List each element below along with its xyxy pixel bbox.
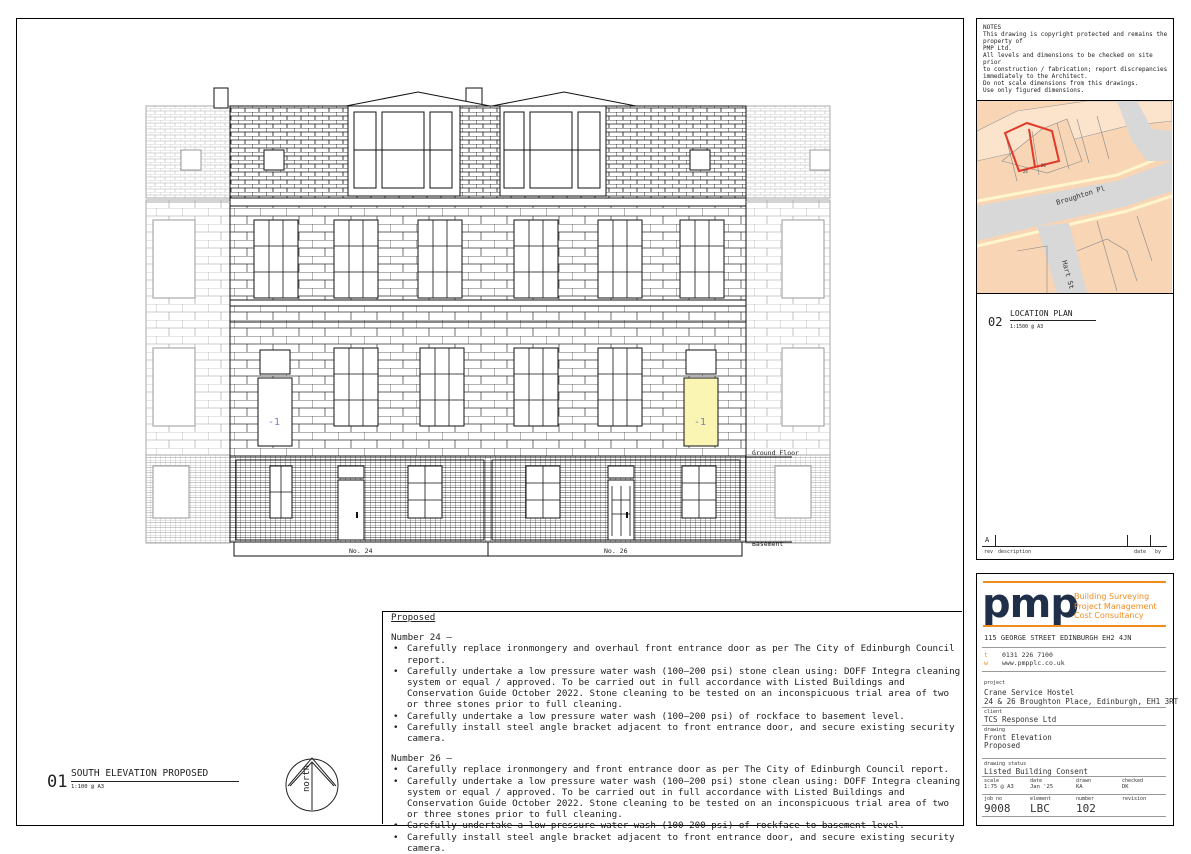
notes-line: All levels and dimensions to be checked on site prior: [983, 52, 1153, 66]
website-link[interactable]: www.pmpplc.co.uk: [1002, 659, 1065, 667]
service-item: Project Management: [1074, 601, 1157, 611]
tel-prefix: t: [984, 651, 988, 659]
street-label-broughton-pl: Broughton Pl: [1055, 184, 1106, 207]
door-mark-no24: -1: [268, 417, 281, 428]
section-number-24-list: [391, 643, 961, 744]
notes-line: property of: [983, 38, 1023, 45]
building-label-no24: No. 24: [349, 547, 373, 555]
drawing-line-2: Proposed: [984, 741, 1021, 750]
drawn-label: drawn: [1076, 778, 1092, 784]
project-line-2: 24 & 26 Broughton Place, Edinburgh, EH1 3RT: [984, 697, 1179, 706]
level-ground-floor: Ground Floor: [752, 449, 799, 457]
list-item: • Carefully undertake a low pressure water wash (100–200 psi) stone clean using: DOFF Integra cleaning system or equal / approved. To be carried out in full accordance with Listed Buildings and Conservation Guide October 2022. Stone cleaning to be tested on an inconspicuous trial area of two or three stones prior to full cleaning.: [407, 666, 961, 711]
plot-number-24: 24: [1023, 169, 1028, 174]
notes-heading: NOTES: [983, 24, 1002, 31]
scale-value: 1:75 @ A3: [984, 784, 1014, 790]
location-plan-title: LOCATION PLAN: [1010, 309, 1096, 321]
proposed-heading: Proposed: [391, 612, 436, 623]
title-accent-bottom: [983, 625, 1166, 627]
notes-block: [983, 24, 1169, 94]
revision-table: [982, 535, 1167, 547]
tb-divider: [982, 816, 1166, 817]
web-prefix: w: [984, 659, 988, 667]
map-divider: [976, 293, 1173, 294]
job-label: job no: [984, 796, 1003, 802]
scale-label: scale: [984, 778, 1000, 784]
job-number: 9008: [984, 802, 1011, 815]
tb-divider: [982, 707, 1166, 708]
company-address: 115 GEORGE STREET EDINBURGH EH2 4JN: [984, 634, 1132, 642]
section-number-26-title: Number 26 –: [391, 753, 452, 765]
client-label: client: [984, 709, 1003, 715]
view-title: SOUTH ELEVATION PROPOSED: [71, 768, 239, 782]
drawn-value: KA: [1076, 784, 1083, 790]
plot-number-26: 26: [1041, 163, 1046, 168]
revision-marker: A: [985, 536, 990, 544]
tb-divider: [982, 776, 1166, 777]
pmp-logo: pmp: [982, 581, 1078, 627]
section-number-24-title: Number 24 –: [391, 632, 452, 644]
status-label: drawing status: [984, 761, 1027, 767]
replacement-door-no26: [684, 378, 718, 446]
rev-col-divider: [1150, 535, 1151, 546]
list-item: • Carefully replace ironmongery and overhaul front entrance door as per The City of Edinburgh Council report.: [407, 643, 961, 665]
rev-header-date: date: [1134, 549, 1147, 555]
tb-divider: [982, 725, 1166, 726]
rev-header-rev: rev: [984, 549, 994, 555]
telephone: 0131 226 7100: [1002, 651, 1053, 659]
list-item: • Carefully install steel angle bracket adjacent to front entrance door, and secure existing security camera.: [407, 722, 961, 744]
proposed-notes: [391, 612, 961, 854]
client-name: TCS Response Ltd: [984, 715, 1057, 724]
door-mark-no26: -1: [694, 417, 707, 428]
list-item: • Carefully replace ironmongery and front entrance door as per The City of Edinburgh Council report.: [407, 764, 961, 775]
list-item: • Carefully undertake a low pressure water wash (100–200 psi) of rockface to basement level.: [407, 820, 961, 831]
street-label-hart-st: Hart St: [1060, 259, 1076, 291]
location-plan-number: 02: [988, 315, 1003, 329]
level-basement: Basement: [752, 540, 784, 548]
rev-col-divider: [995, 535, 996, 546]
project-label: project: [984, 680, 1006, 686]
notes-line: This drawing is copyright protected and remains the: [983, 31, 1168, 38]
list-item: • Carefully install steel angle bracket adjacent to front entrance door, and secure existing security camera.: [407, 832, 961, 854]
rev-header-by: by: [1155, 549, 1162, 555]
service-item: Building Surveying: [1074, 592, 1150, 601]
notes-line: Do not scale dimensions from this drawings.: [983, 80, 1139, 87]
service-item: Cost Consultancy: [1074, 611, 1144, 620]
view-number: 01: [47, 772, 68, 792]
rev-header-description: description: [998, 549, 1032, 555]
drawing-status: Listed Building Consent: [984, 767, 1088, 776]
checked-value: DK: [1122, 784, 1129, 790]
north-label: north: [302, 764, 312, 792]
section-number-26-list: [391, 764, 961, 854]
north-arrow-icon: [285, 752, 341, 820]
location-plan-scale: 1:1500 @ A3: [1010, 324, 1044, 330]
view-scale: 1:100 @ A3: [71, 784, 105, 790]
tb-divider: [982, 794, 1166, 795]
notes-line: PMP Ltd.: [983, 45, 1012, 52]
notes-line: to construction / fabrication; report discrepancies: [983, 66, 1168, 73]
date-value: Jan '25: [1030, 784, 1054, 790]
checked-label: checked: [1122, 778, 1144, 784]
rev-col-divider: [1127, 535, 1128, 546]
revision-label: revision: [1122, 796, 1147, 802]
location-plan-map: [977, 101, 1172, 293]
tb-divider: [982, 758, 1166, 759]
drawing-label: drawing: [984, 727, 1006, 733]
drawing-line-1: Front Elevation: [984, 733, 1052, 742]
date-label: date: [1030, 778, 1043, 784]
element-label: element: [1030, 796, 1052, 802]
building-label-no26: No. 26: [604, 547, 628, 555]
tb-divider: [982, 671, 1166, 672]
list-item: • Carefully undertake a low pressure water wash (100–200 psi) stone clean using: DOFF Integra cleaning system or equal / approved. To be carried out in full accordance with Listed Buildings and Conservation Guide October 2022. Stone cleaning to be tested on an inconspicuous trial area of two or three stones prior to full cleaning.: [407, 776, 961, 821]
services-list: [1074, 592, 1157, 621]
notes-line: Use only figured dimensions.: [983, 87, 1085, 94]
element-value: LBC: [1030, 802, 1050, 815]
tb-divider: [982, 647, 1166, 648]
number-label: number: [1076, 796, 1095, 802]
notes-line: immediately to the Architect.: [983, 73, 1088, 80]
list-item: • Carefully undertake a low pressure water wash (100–200 psi) of rockface to basement level.: [407, 711, 961, 722]
drawing-number: 102: [1076, 802, 1096, 815]
project-line-1: Crane Service Hostel: [984, 688, 1075, 697]
